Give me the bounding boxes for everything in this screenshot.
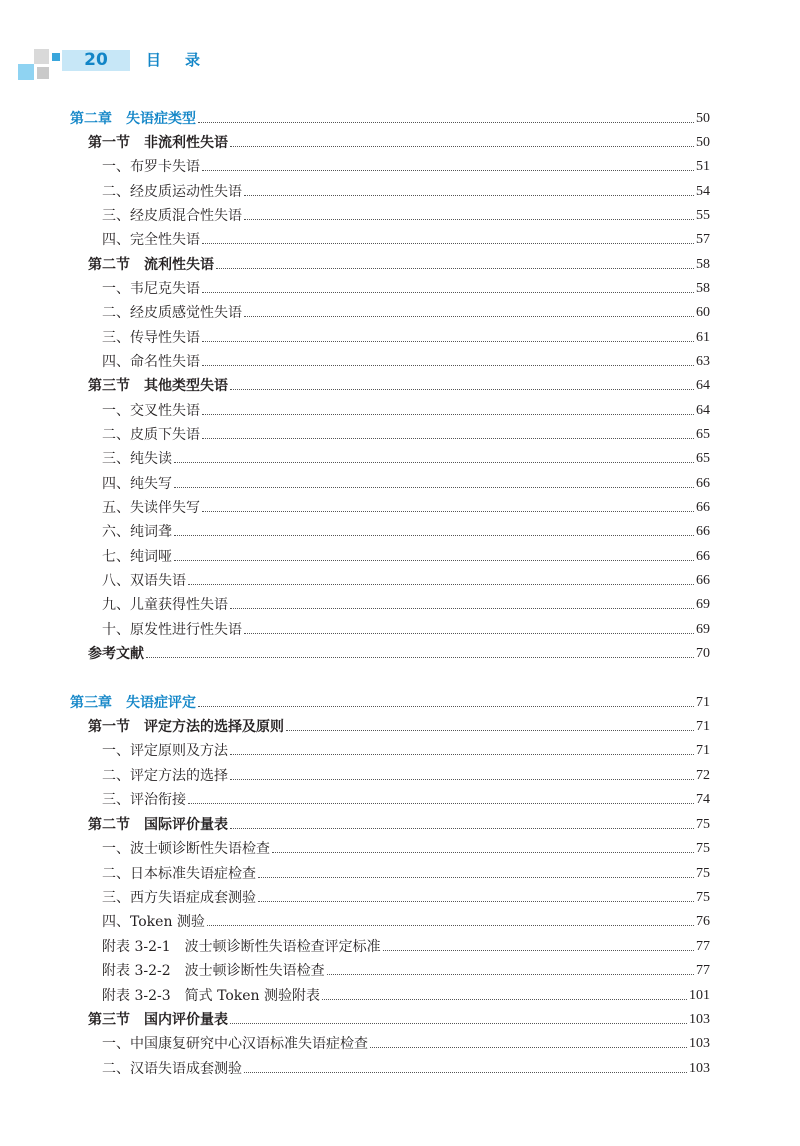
toc-leader <box>230 754 694 755</box>
toc-entry[interactable] <box>0 885 800 907</box>
toc-entry-title: 十、原发性进行性失语 <box>102 622 242 638</box>
toc-leader <box>216 268 694 269</box>
toc-entry-page: 71 <box>696 743 710 758</box>
toc-leader <box>258 901 694 902</box>
toc-entry-title: 一、交叉性失语 <box>102 403 200 419</box>
toc-entry-title: 第三节 国内评价量表 <box>88 1012 228 1028</box>
toc-entry[interactable] <box>0 300 800 322</box>
toc-entry-page: 51 <box>696 159 710 174</box>
toc-entry-title: 一、波士顿诊断性失语检查 <box>102 841 270 857</box>
decor-square <box>37 67 49 79</box>
toc-entry[interactable] <box>0 1031 800 1053</box>
toc-leader <box>188 584 694 585</box>
toc-entry-page: 72 <box>696 768 710 783</box>
toc-leader <box>244 1072 687 1073</box>
toc-entry-page: 65 <box>696 427 710 442</box>
toc-leader <box>174 462 694 463</box>
toc-entry[interactable] <box>0 690 800 712</box>
toc-entry-page: 75 <box>696 841 710 856</box>
toc-leader <box>202 511 694 512</box>
toc-leader <box>258 877 694 878</box>
toc-entry-page: 71 <box>696 719 710 734</box>
toc-entry-title: 三、经皮质混合性失语 <box>102 208 242 224</box>
toc-entry[interactable] <box>0 909 800 931</box>
toc-entry[interactable] <box>0 1007 800 1029</box>
toc-entry[interactable] <box>0 1056 800 1078</box>
toc-leader <box>230 1023 687 1024</box>
toc-leader <box>198 122 694 123</box>
toc-entry-title: 第一节 评定方法的选择及原则 <box>88 719 284 735</box>
toc-entry-page: 77 <box>696 963 710 978</box>
toc-leader <box>230 146 694 147</box>
toc-leader <box>230 828 694 829</box>
toc-entry[interactable] <box>0 544 800 566</box>
toc-entry-title: 第二节 国际评价量表 <box>88 817 228 833</box>
toc-entry-title: 二、评定方法的选择 <box>102 768 228 784</box>
toc-entry-title: 参考文献 <box>88 646 144 662</box>
toc-entry[interactable] <box>0 861 800 883</box>
toc-entry[interactable] <box>0 179 800 201</box>
toc-entry-title: 二、经皮质感觉性失语 <box>102 305 242 321</box>
toc-entry-title: 四、命名性失语 <box>102 354 200 370</box>
toc-entry[interactable] <box>0 154 800 176</box>
toc-entry[interactable] <box>0 325 800 347</box>
toc-entry-title: 九、儿童获得性失语 <box>102 597 228 613</box>
toc-leader <box>198 706 694 707</box>
toc-leader <box>244 195 694 196</box>
toc-entry[interactable] <box>0 592 800 614</box>
toc-entry-page: 65 <box>696 451 710 466</box>
toc-entry-page: 66 <box>696 573 710 588</box>
toc-entry-title: 一、评定原则及方法 <box>102 743 228 759</box>
toc-entry-title: 三、西方失语症成套测验 <box>102 890 256 906</box>
toc-entry[interactable] <box>0 252 800 274</box>
toc-entry-title: 五、失读伴失写 <box>102 500 200 516</box>
toc-entry[interactable] <box>0 349 800 371</box>
toc-entry-page: 76 <box>696 914 710 929</box>
toc-leader <box>230 389 694 390</box>
toc-entry-title: 四、纯失写 <box>102 476 172 492</box>
decor-square <box>18 64 34 80</box>
toc-entry[interactable] <box>0 787 800 809</box>
toc-entry-title: 二、汉语失语成套测验 <box>102 1061 242 1077</box>
decor-square <box>52 53 60 61</box>
toc-entry-title: 第三章 失语症评定 <box>70 695 196 711</box>
toc-entry[interactable] <box>0 106 800 128</box>
toc-entry-title: 三、传导性失语 <box>102 330 200 346</box>
toc-leader <box>146 657 694 658</box>
toc-entry[interactable] <box>0 983 800 1005</box>
toc-leader <box>202 414 694 415</box>
toc-entry[interactable] <box>0 227 800 249</box>
toc-entry-page: 57 <box>696 232 710 247</box>
toc-entry[interactable] <box>0 641 800 663</box>
toc-leader <box>244 219 694 220</box>
toc-entry[interactable] <box>0 519 800 541</box>
toc-entry-page: 63 <box>696 354 710 369</box>
toc-entry-page: 50 <box>696 111 710 126</box>
toc-entry-page: 66 <box>696 524 710 539</box>
toc-entry-page: 75 <box>696 890 710 905</box>
page-header <box>0 0 800 90</box>
toc-entry-page: 66 <box>696 476 710 491</box>
toc-entry-page: 103 <box>689 1036 710 1051</box>
toc-entry-title: 四、完全性失语 <box>102 232 200 248</box>
toc-leader <box>230 608 694 609</box>
toc-entry-title: 二、日本标准失语症检查 <box>102 866 256 882</box>
toc-entry[interactable] <box>0 422 800 444</box>
toc-entry-page: 70 <box>696 646 710 661</box>
toc-entry-page: 54 <box>696 184 710 199</box>
toc-entry-page: 58 <box>696 281 710 296</box>
toc-entry-title: 一、布罗卡失语 <box>102 159 200 175</box>
toc-entry-page: 75 <box>696 866 710 881</box>
toc-entry[interactable] <box>0 398 800 420</box>
toc-entry-title: 第一节 非流利性失语 <box>88 135 228 151</box>
toc-entry-title: 第二节 流利性失语 <box>88 257 214 273</box>
toc-entry-title: 附表 3-2-1 波士顿诊断性失语检查评定标准 <box>102 939 381 955</box>
toc-entry[interactable] <box>0 203 800 225</box>
toc-leader <box>207 925 694 926</box>
toc-entry[interactable] <box>0 958 800 980</box>
toc-entry-page: 66 <box>696 500 710 515</box>
toc-entry-page: 69 <box>696 622 710 637</box>
toc-entry-title: 八、双语失语 <box>102 573 186 589</box>
toc-leader <box>370 1047 687 1048</box>
toc-entry[interactable] <box>0 446 800 468</box>
toc-entry-page: 74 <box>696 792 710 807</box>
toc-entry-page: 55 <box>696 208 710 223</box>
toc-entry-title: 七、纯词哑 <box>102 549 172 565</box>
toc-entry-title: 六、纯词聋 <box>102 524 172 540</box>
toc-entry-title: 四、Token 测验 <box>102 914 205 930</box>
toc-entry-page: 77 <box>696 939 710 954</box>
toc-entry-title: 附表 3-2-2 波士顿诊断性失语检查 <box>102 963 325 979</box>
toc-leader <box>202 292 694 293</box>
toc-leader <box>174 487 694 488</box>
page-number: 20 <box>84 50 108 70</box>
toc-leader <box>327 974 694 975</box>
header-title: 目录 <box>146 51 225 69</box>
toc-entry-page: 103 <box>689 1061 710 1076</box>
toc-entry-page: 75 <box>696 817 710 832</box>
toc-leader <box>322 999 687 1000</box>
toc-entry[interactable] <box>0 373 800 395</box>
toc-entry-title: 二、皮质下失语 <box>102 427 200 443</box>
toc-leader <box>188 803 694 804</box>
toc-entry-title: 第二章 失语症类型 <box>70 111 196 127</box>
toc-entry-title: 二、经皮质运动性失语 <box>102 184 242 200</box>
toc-leader <box>244 316 694 317</box>
toc-entry-page: 58 <box>696 257 710 272</box>
toc-entry[interactable] <box>0 763 800 785</box>
toc-entry-page: 64 <box>696 378 710 393</box>
toc-entry-title: 附表 3-2-3 简式 Token 测验附表 <box>102 988 320 1004</box>
toc-entry[interactable] <box>0 714 800 736</box>
toc-entry[interactable] <box>0 276 800 298</box>
decor-square <box>34 49 49 64</box>
toc-entry[interactable] <box>0 568 800 590</box>
toc-entry[interactable] <box>0 934 800 956</box>
toc-entry-page: 69 <box>696 597 710 612</box>
toc-entry[interactable] <box>0 812 800 834</box>
toc-leader <box>244 633 694 634</box>
toc-entry[interactable] <box>0 130 800 152</box>
toc-entry[interactable] <box>0 617 800 639</box>
toc-leader <box>174 535 694 536</box>
toc-entry[interactable] <box>0 738 800 760</box>
toc-entry-title: 一、中国康复研究中心汉语标准失语症检查 <box>102 1036 368 1052</box>
toc-entry-page: 50 <box>696 135 710 150</box>
toc-entry-page: 103 <box>689 1012 710 1027</box>
toc-entry-title: 一、韦尼克失语 <box>102 281 200 297</box>
toc-entry-page: 61 <box>696 330 710 345</box>
toc-leader <box>383 950 694 951</box>
toc-entry-page: 64 <box>696 403 710 418</box>
toc-entry-title: 三、纯失读 <box>102 451 172 467</box>
toc-leader <box>202 170 694 171</box>
toc-leader <box>202 341 694 342</box>
toc-leader <box>230 779 694 780</box>
toc-leader <box>202 365 694 366</box>
toc-entry-page: 101 <box>689 988 710 1003</box>
toc-leader <box>272 852 694 853</box>
toc-leader <box>286 730 694 731</box>
toc-entry-title: 三、评治衔接 <box>102 792 186 808</box>
toc-leader <box>202 438 694 439</box>
toc-entry[interactable] <box>0 836 800 858</box>
toc-entry[interactable] <box>0 471 800 493</box>
toc-entry-page: 60 <box>696 305 710 320</box>
toc-leader <box>202 243 694 244</box>
toc-leader <box>174 560 694 561</box>
toc-entry-title: 第三节 其他类型失语 <box>88 378 228 394</box>
toc-entry-page: 66 <box>696 549 710 564</box>
toc-entry[interactable] <box>0 495 800 517</box>
toc-entry-page: 71 <box>696 695 710 710</box>
